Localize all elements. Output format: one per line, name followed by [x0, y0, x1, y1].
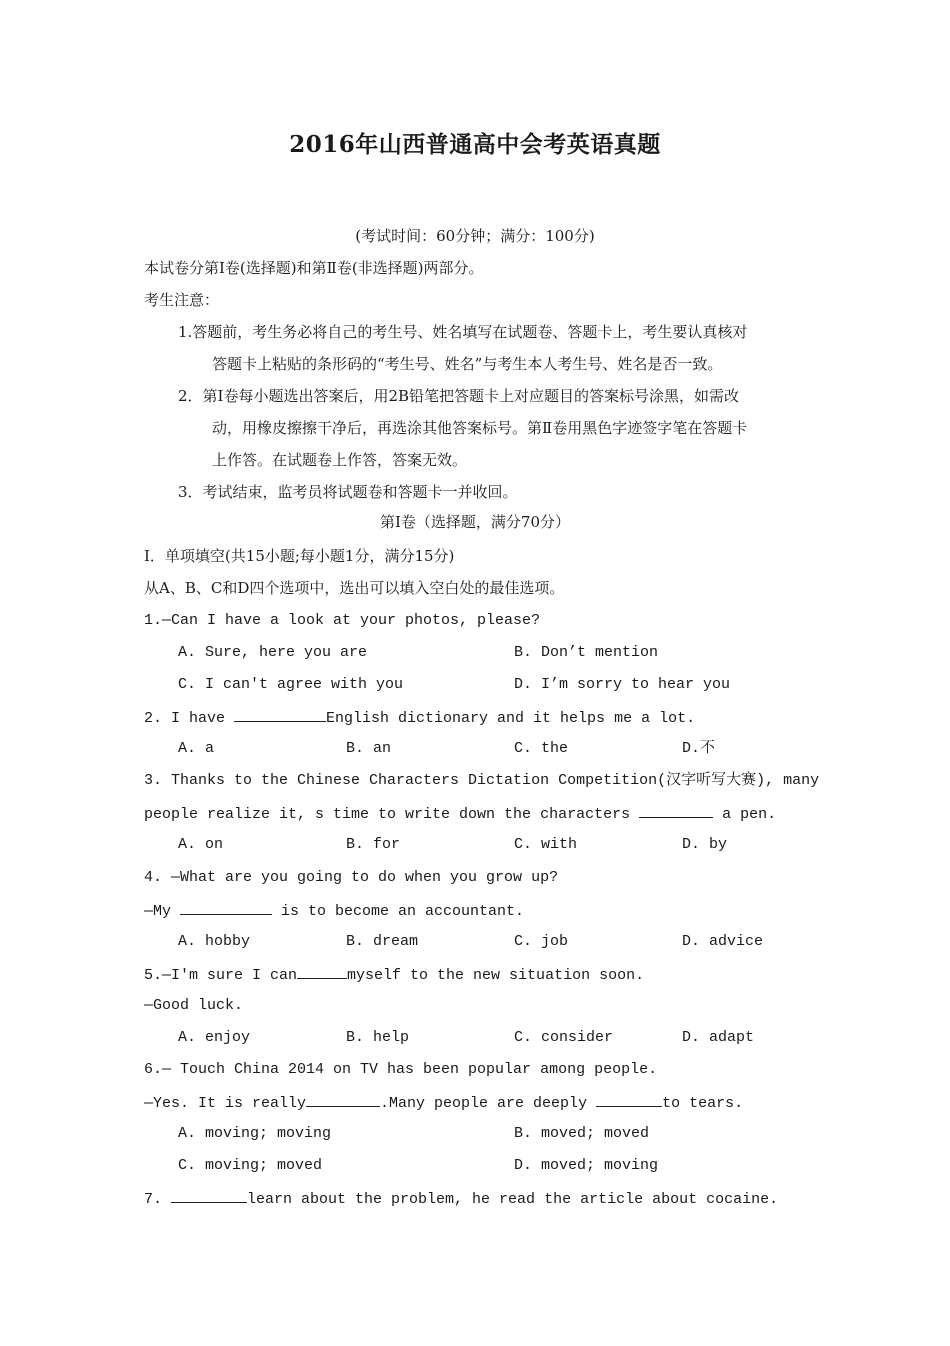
page-title: 2016年山西普通高中会考英语真题	[289, 131, 661, 158]
q5-option-b: B. help	[346, 1029, 410, 1046]
notice-3: 3．考试结束，监考员将试题卷和答题卡一并收回。	[178, 483, 518, 501]
q7-stem-pre: 7.	[144, 1191, 172, 1208]
q3-stem-pre: people realize it, s time to write down the characters	[144, 806, 640, 823]
question-1-stem: 1.—Can I have a look at your photos, please?	[144, 612, 541, 629]
q5-stem-pre: 5.—I'm sure I can	[144, 967, 298, 984]
q2-option-a: A. a	[178, 740, 215, 757]
q5-option-a: A. enjoy	[178, 1029, 251, 1046]
answer-blank	[639, 803, 713, 818]
exam-info: (考试时间：60分钟；满分：100分)	[355, 227, 595, 245]
part-1-title: I．单项填空(共15小题;每小题1分，满分15分)	[144, 547, 455, 565]
q4-reply-pre: —My	[144, 903, 181, 920]
answer-blank	[234, 707, 326, 722]
q7-stem-post: learn about the problem, he read the article about cocaine.	[247, 1191, 779, 1208]
q6-reply-mid: .Many people are deeply	[380, 1095, 597, 1112]
q6-reply-pre: —Yes. It is really	[144, 1095, 307, 1112]
q6-option-d: D. moved; moving	[514, 1157, 659, 1174]
q4-option-a: A. hobby	[178, 933, 251, 950]
answer-blank	[180, 900, 272, 915]
question-6-reply	[144, 1092, 743, 1114]
question-4-stem: 4. —What are you going to do when you grow up?	[144, 869, 559, 886]
q4-option-c: C. job	[514, 933, 569, 950]
part-1-instruction: 从A、B、C和D四个选项中，选出可以填入空白处的最佳选项。	[144, 579, 565, 597]
q2-stem-pre: 2. I have	[144, 710, 235, 727]
notice-2-line-3: 上作答。在试题卷上作答，答案无效。	[212, 451, 468, 469]
question-3-stem-line-1: 3. Thanks to the Chinese Characters Dictation Competition(汉字听写大赛), many	[144, 772, 820, 789]
q2-option-d: D.不	[682, 740, 716, 757]
question-5-stem	[144, 964, 644, 986]
section-1-title: 第Ⅰ卷（选择题，满分70分）	[379, 513, 570, 531]
notice-1-line-2: 答题卡上粘贴的条形码的“考生号、姓名”与考生本人考生号、姓名是否一致。	[212, 355, 723, 373]
notice-1-line-1: 1.答题前，考生务必将自己的考生号、姓名填写在试题卷、答题卡上，考生要认真核对	[178, 323, 748, 341]
question-5-reply: —Good luck.	[144, 997, 244, 1014]
q1-option-c: C. I can't agree with you	[178, 676, 404, 693]
notice-heading: 考生注意：	[144, 291, 220, 309]
notice-2-line-2: 动，用橡皮擦擦干净后，再选涂其他答案标号。第Ⅱ卷用黑色字迹签字笔在答题卡	[212, 419, 748, 437]
question-4-reply	[144, 900, 524, 922]
q3-option-b: B. for	[346, 836, 401, 853]
answer-blank	[297, 964, 347, 979]
q2-option-b: B. an	[346, 740, 392, 757]
question-2-stem	[144, 707, 695, 729]
q3-stem-post: a pen.	[713, 806, 777, 823]
answer-blank	[306, 1092, 380, 1107]
q2-stem-post: English dictionary and it helps me a lot.	[326, 710, 696, 727]
q6-option-a: A. moving; moving	[178, 1125, 332, 1142]
q4-option-b: B. dream	[346, 933, 419, 950]
q1-option-b: B. Don’t mention	[514, 644, 659, 661]
q3-option-d: D. by	[682, 836, 728, 853]
question-7-stem	[144, 1188, 778, 1210]
q6-reply-post: to tears.	[662, 1095, 744, 1112]
q6-option-b: B. moved; moved	[514, 1125, 650, 1142]
answer-blank	[171, 1188, 247, 1203]
q1-option-d: D. I’m sorry to hear you	[514, 676, 731, 693]
q4-reply-post: is to become an accountant.	[272, 903, 525, 920]
q5-option-d: D. adapt	[682, 1029, 755, 1046]
q3-option-c: C. with	[514, 836, 578, 853]
question-6-stem: 6.— Touch China 2014 on TV has been popular among people.	[144, 1061, 658, 1078]
q4-option-d: D. advice	[682, 933, 764, 950]
q6-option-c: C. moving; moved	[178, 1157, 323, 1174]
question-3-stem-line-2	[144, 803, 776, 825]
answer-blank	[596, 1092, 662, 1107]
q5-option-c: C. consider	[514, 1029, 614, 1046]
q2-option-c: C. the	[514, 740, 569, 757]
intro-text: 本试卷分第Ⅰ卷(选择题)和第Ⅱ卷(非选择题)两部分。	[144, 259, 484, 277]
notice-2-line-1: 2．第Ⅰ卷每小题选出答案后，用2B铅笔把答题卡上对应题目的答案标号涂黑，如需改	[178, 387, 740, 405]
q5-stem-post: myself to the new situation soon.	[347, 967, 645, 984]
q1-option-a: A. Sure, here you are	[178, 644, 368, 661]
q3-option-a: A. on	[178, 836, 224, 853]
